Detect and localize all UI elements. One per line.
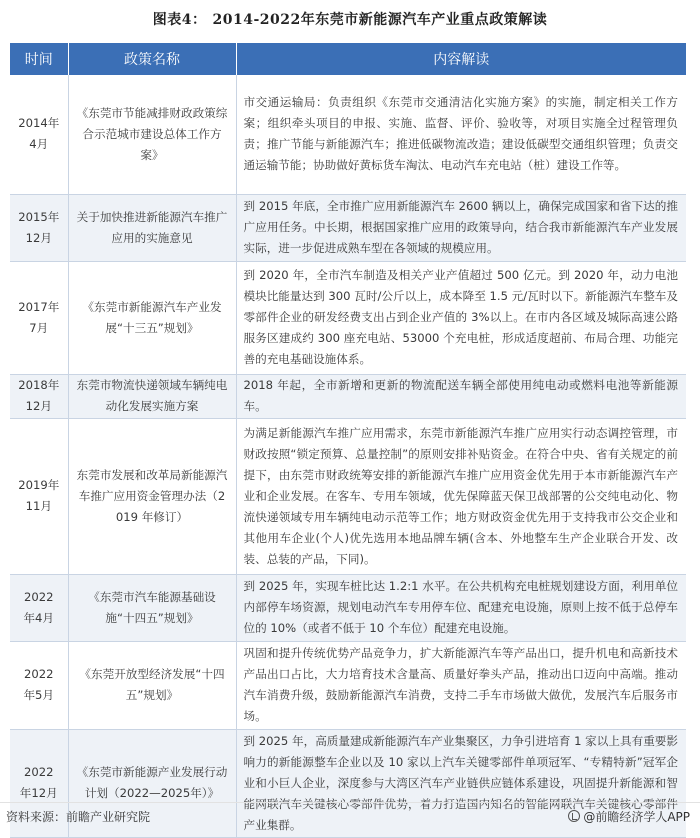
table-row xyxy=(10,261,686,374)
table-row xyxy=(10,374,686,418)
cell-time xyxy=(10,75,68,194)
cell-time xyxy=(10,261,68,374)
cell-content: 市交通运输局：负责组织《东莞市交通清洁化实施方案》的实施，制定相关工作方案；组织牵头项目的申报、实施、监督、评价、验收等，对项目实施全过程管理负责；推广节能与新能源汽车；推进低碳物流改造；建设低碳型交通组织管理；负责交通运输节能；协助做好黄标货车淘汰、电动汽车充电站（桩）建设工作等。 xyxy=(236,75,686,194)
table-row xyxy=(10,75,686,194)
cell-policy-name: 关于加快推进新能源汽车推广应用的实施意见 xyxy=(68,194,236,261)
footer xyxy=(0,802,700,832)
cell-time xyxy=(10,641,68,729)
time-line-1: 2015年 xyxy=(18,209,60,224)
time-line-2: 7月 xyxy=(29,320,49,335)
time-line-2: 年12月 xyxy=(19,786,58,800)
cell-content: 巩固和提升传统优势产品竞争力，扩大新能源汽车等产品出口，提升机电和高新技术产品出口占比，大力培育技术含量高、质量好拳头产品，推动出口迈向中高端。推动汽车消费升级，鼓励新能源汽车消费，支持二手车市场做大做优，发展汽车后服务市场。 xyxy=(236,641,686,729)
header-time: 时间 xyxy=(10,43,68,75)
brand-text: @前瞻经济学人APP xyxy=(583,810,690,824)
cell-time xyxy=(10,374,68,418)
title-text: 2014-2022年东莞市新能源汽车产业重点政策解读 xyxy=(212,12,548,28)
header-content: 内容解读 xyxy=(236,43,686,75)
cell-time xyxy=(10,574,68,641)
table-row xyxy=(10,641,686,729)
cell-time xyxy=(10,418,68,574)
time-line-2: 年5月 xyxy=(23,688,55,702)
cell-content: 2018 年起，全市新增和更新的物流配送车辆全部使用纯电动或燃料电池等新能源车。 xyxy=(236,374,686,418)
cell-content: 到 2025 年，高质量建成新能源汽车产业集聚区，力争引进培育 1 家以上具有重要影响力的新能源整车企业以及 10 家以上汽车关键零部件单项冠军、“专精特新”冠军企业和小巨人企业，深度参与大湾区汽车产业链供应链体系建设，巩固提升新能源和智能网联汽车关键核心零部件优势，着力打造国内知名的智能网联汽车关键核心零部件产业集群。 xyxy=(236,729,686,837)
time-line-1: 2022 xyxy=(23,765,54,779)
cell-content: 到 2025 年，实现车桩比达 1.2:1 水平。在公共机构充电桩规划建设方面，利用单位内部停车场资源，规划电动汽车专用停车位、配建充电设施，原则上按不低于总停车位的 10%（或者不低于 10 个车位）配建充电设施。 xyxy=(236,574,686,641)
table-row xyxy=(10,194,686,261)
source-note: 资料来源：前瞻产业研究院 xyxy=(6,810,151,824)
time-line-1: 2017年 xyxy=(18,299,60,314)
table-row xyxy=(10,418,686,574)
title-label: 图表4： xyxy=(152,12,207,28)
cell-content: 为满足新能源汽车推广应用需求，东莞市新能源汽车推广应用实行动态调控管理，市财政按照“锁定预算、总量控制”的原则安排补贴资金。在符合中央、省有关规定的前提下，由东莞市财政统筹安排的新能源汽车推广应用资金优先用于本市新能源汽车产业和企业发展。在客车、专用车领域，优先保障蓝天保卫战部署的公交纯电动化、物流快递领域专用车辆纯电动示范等工作；地方财政资金优先用于支持我市公交企业和其他用车企业(个人)优先选用本地品牌车辆(含本、外地整车生产企业联合开发、改装、总装的产品，下同)。 xyxy=(236,418,686,574)
time-line-1: 2019年 xyxy=(18,478,60,492)
table-row xyxy=(10,574,686,641)
brand-credit xyxy=(568,808,690,825)
cell-policy-name: 《东莞市节能减排财政政策综合示范城市建设总体工作方案》 xyxy=(68,75,236,194)
time-line-2: 4月 xyxy=(29,137,49,152)
cell-policy-name: 《东莞市新能源产业发展行动计划（2022—2025年）》 xyxy=(68,729,236,837)
chart-title xyxy=(0,9,700,29)
cell-policy-name: 东莞市发展和改革局新能源汽车推广应用资金管理办法（2019 年修订） xyxy=(68,418,236,574)
time-line-2: 12月 xyxy=(25,399,52,413)
cell-policy-name: 《东莞市新能源汽车产业发展“十三五”规划》 xyxy=(68,261,236,374)
cell-content: 到 2020 年，全市汽车制造及相关产业产值超过 500 亿元。到 2020 年，动力电池模块比能量达到 300 瓦时/公斤以上，成本降至 1.5 元/瓦时以下。新能源汽车整车及零部件企业的研发经费支出占到企业产值的 3%以上。在市内各区域及城际高速公路服务区建成约 300 座充电站、53000 个充电桩，形成适度超前、布局合理、功能完善的充电基础设施体系。 xyxy=(236,261,686,374)
cell-time xyxy=(10,194,68,261)
cell-policy-name: 东莞市物流快递领域车辆纯电动化发展实施方案 xyxy=(68,374,236,418)
time-line-1: 2022 xyxy=(23,589,54,604)
time-line-1: 2018年 xyxy=(18,378,60,392)
cell-content: 到 2015 年底，全市推广应用新能源汽车 2600 辆以上，确保完成国家和省下达的推广应用任务。中长期，根据国家推广应用的政策导向，结合我市新能源汽车产业发展实际，进一步促进成熟车型在各领域的规模应用。 xyxy=(236,194,686,261)
cell-policy-name: 《东莞市汽车能源基础设施“十四五”规划》 xyxy=(68,574,236,641)
time-line-1: 2022 xyxy=(23,667,54,681)
time-line-1: 2014年 xyxy=(18,116,60,131)
policy-table xyxy=(10,43,686,838)
time-line-2: 11月 xyxy=(25,499,52,513)
table-header-row xyxy=(10,43,686,75)
header-policy-name: 政策名称 xyxy=(68,43,236,75)
cell-policy-name: 《东莞开放型经济发展“十四五”规划》 xyxy=(68,641,236,729)
brand-logo-icon xyxy=(568,810,580,822)
time-line-2: 年4月 xyxy=(23,610,55,625)
time-line-2: 12月 xyxy=(25,230,52,245)
